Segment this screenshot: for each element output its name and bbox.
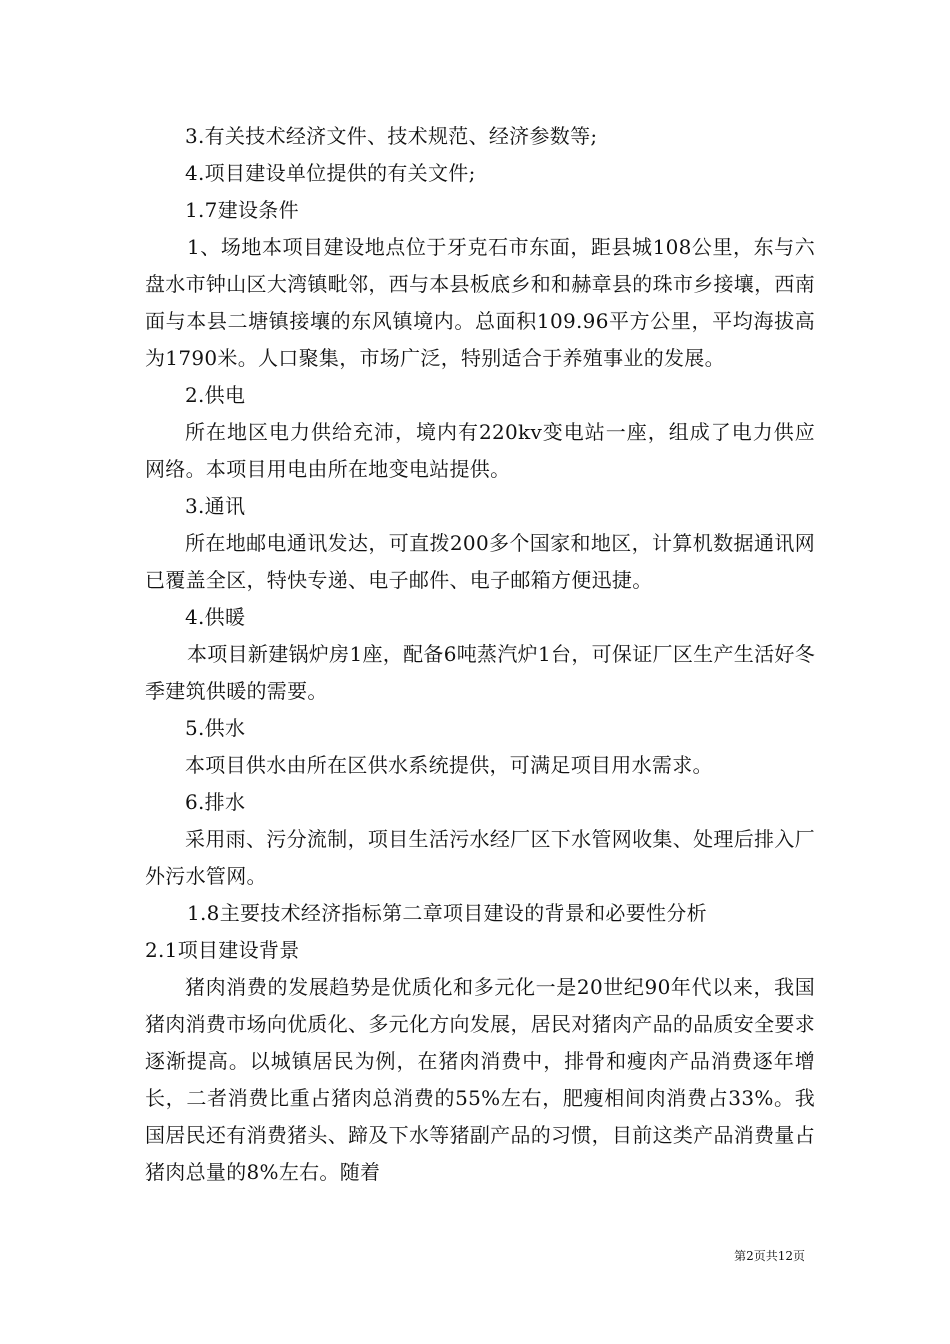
paragraph-background: 猪肉消费的发展趋势是优质化和多元化一是20世纪90年代以来，我国猪肉消费市场向优质化、多元化方向发展，居民对猪肉产品的品质安全要求逐渐提高。以城镇居民为例，在猪肉消费中，排骨和瘦肉产品消费逐年增长，二者消费比重占猪肉总消费的55%左右，肥瘦相间肉消费占33%。我国居民还有消费猪头、蹄及下水等猪副产品的习惯，目前这类产品消费量占猪肉总量的8%左右。随着 <box>145 975 815 1184</box>
paragraph-power: 所在地区电力供给充沛，境内有220kv变电站一座，组成了电力供应网络。本项目用电由所在地变电站提供。 <box>145 420 815 481</box>
subheading-power: 2.供电 <box>185 383 246 407</box>
subheading-heating: 4.供暖 <box>185 605 246 629</box>
section-heading-1-7: 1.7建设条件 <box>185 198 299 222</box>
paragraph-basis-3: 3.有关技术经济文件、技术规范、经济参数等; <box>185 124 598 148</box>
paragraph-site: 1、场地本项目建设地点位于牙克石市东面，距县城108公里，东与六盘水市钟山区大湾镇毗邻，西与本县板底乡和和赫章县的珠市乡接壤，西南面与本县二塘镇接壤的东风镇境内。总面积109.96平方公里，平均海拔高为1790米。人口聚集，市场广泛，特别适合于养殖事业的发展。 <box>145 235 815 370</box>
paragraph-basis-4: 4.项目建设单位提供的有关文件; <box>185 161 476 185</box>
subheading-water-supply: 5.供水 <box>185 716 246 740</box>
section-heading-2-1: 2.1项目建设背景 <box>145 938 300 962</box>
paragraph-telecom: 所在地邮电通讯发达，可直拨200多个国家和地区，计算机数据通讯网已覆盖全区，特快专递、电子邮件、电子邮箱方便迅捷。 <box>145 531 815 592</box>
document-body <box>145 118 815 1191</box>
page-number-footer: 第2页共12页 <box>734 1249 805 1263</box>
subheading-telecom: 3.通讯 <box>185 494 246 518</box>
paragraph-water-supply: 本项目供水由所在区供水系统提供，可满足项目用水需求。 <box>185 753 713 777</box>
paragraph-heating: 本项目新建锅炉房1座，配备6吨蒸汽炉1台，可保证厂区生产生活好冬季建筑供暖的需要。 <box>145 642 815 703</box>
subheading-drainage: 6.排水 <box>185 790 246 814</box>
paragraph-drainage: 采用雨、污分流制，项目生活污水经厂区下水管网收集、处理后排入厂外污水管网。 <box>145 827 815 888</box>
section-heading-1-8: 1.8主要技术经济指标第二章项目建设的背景和必要性分析 <box>187 901 707 925</box>
